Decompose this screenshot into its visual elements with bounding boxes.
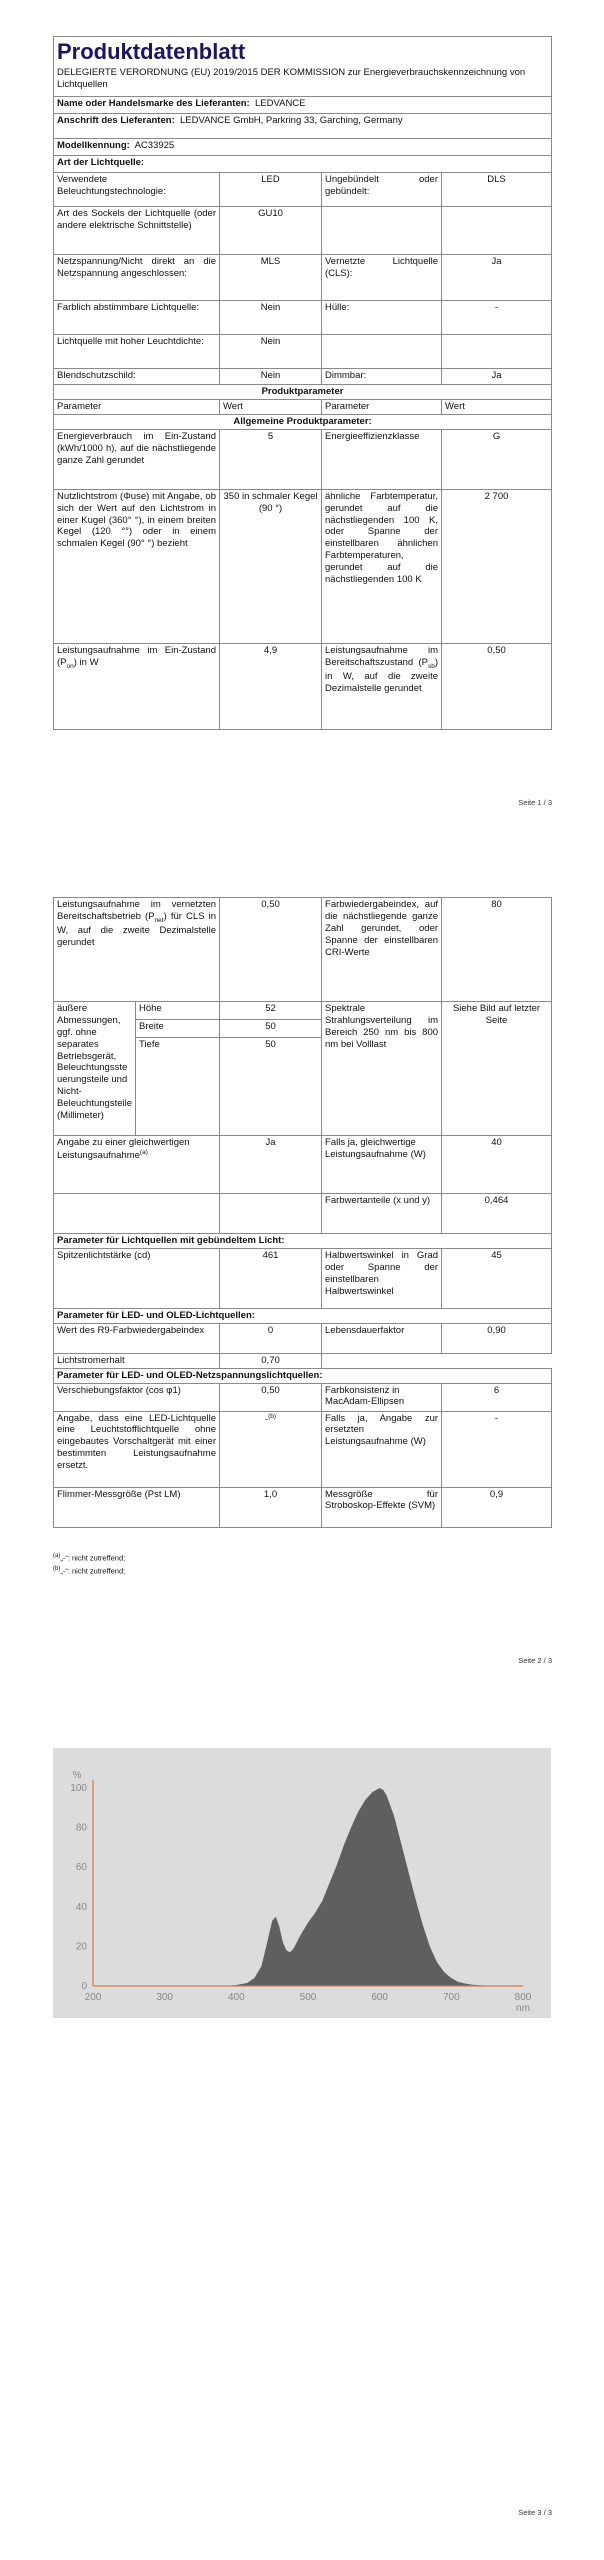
param-value: Nein (220, 301, 322, 335)
dim-height-label: Höhe (136, 1002, 220, 1020)
table-row (54, 255, 552, 301)
param-label: Nutzlichtstrom (Φuse) mit Angabe, ob sich der Wert auf den Lichtstrom in einer Kugel (360° °), in einem breiten Kegel (120 °°) oder in einem schmalen Kegel (90° °) bezieht (54, 489, 220, 643)
y-tick-label: 80 (75, 1822, 87, 1834)
param-label: Leistungsaufnahme im Bereitschaftszustand $(P_{sb})$ in W, auf die zweite Dezimalstelle gerundet (322, 643, 442, 729)
x-tick-label: 800 (514, 1992, 532, 2003)
param-value: GU10 (220, 207, 322, 255)
y-tick-label: 20 (75, 1941, 87, 1953)
datasheet-table-page1 (53, 36, 552, 730)
table-row (54, 173, 552, 207)
column-header: Wert (442, 400, 552, 415)
param-value: - (442, 301, 552, 335)
param-label: Wert des R9-Farbwiedergabeindex (54, 1323, 220, 1353)
y-tick-label: 40 (75, 1901, 87, 1913)
column-header: Parameter (322, 400, 442, 415)
spectrum-area (222, 1788, 509, 1986)
page-2 (0, 850, 604, 1700)
param-value: MLS (220, 255, 322, 301)
param-label: Verwendete Beleuchtungstechnologie: (54, 173, 220, 207)
supplier-name-label: Name oder Handelsmarke des Lieferanten: (57, 98, 250, 110)
param-value: 1,0 (220, 1487, 322, 1527)
table-row (54, 335, 552, 369)
table-row (54, 1002, 552, 1020)
product-params-heading: Produktparameter (54, 385, 552, 400)
x-tick-label: 300 (156, 1992, 174, 2003)
param-label: Hülle: (322, 301, 442, 335)
param-label: Ungebündelt oder gebündelt: (322, 173, 442, 207)
param-value: 40 (442, 1136, 552, 1194)
param-label: Flimmer-Messgröße (Pst LM) (54, 1487, 220, 1527)
column-header: Wert (220, 400, 322, 415)
table-row (54, 1383, 552, 1411)
table-row (54, 429, 552, 489)
empty-cell (322, 1353, 552, 1368)
param-label: Farblich abstimmbare Lichtquelle: (54, 301, 220, 335)
led-heading: Parameter für LED- und OLED-Lichtquellen: (54, 1308, 552, 1323)
empty-cell (54, 1194, 220, 1234)
param-label: Dimmbar: (322, 369, 442, 385)
param-value: Ja (220, 1136, 322, 1194)
param-label: Art des Sockels der Lichtquelle (oder andere elektrische Schnittstelle) (54, 207, 220, 255)
table-row (54, 1248, 552, 1308)
table-row (54, 1487, 552, 1527)
model-label: Modellkennung: (57, 140, 130, 152)
x-tick-label: 400 (227, 1992, 245, 2003)
param-value: 0,464 (442, 1194, 552, 1234)
param-label: ähnliche Farbtemperatur, gerundet auf die nächstliegenden 100 K, oder Spanne der einstellbaren ähnlichen Farbtemperaturen, gerundet auf die nächstliegenden 100 K (322, 489, 442, 643)
supplier-address-label: Anschrift des Lieferanten: (57, 115, 175, 127)
y-tick-label: 0 (81, 1981, 87, 1992)
param-label: Messgröße für Stroboskop-Effekte (SVM) (322, 1487, 442, 1527)
page-number: Seite 3 / 3 (518, 2508, 552, 2517)
x-tick-label: 200 (84, 1992, 102, 2003)
param-label: Lichtstromerhalt (54, 1353, 220, 1368)
param-label: Lichtquelle mit hoher Leuchtdichte: (54, 335, 220, 369)
param-value: 461 (220, 1248, 322, 1308)
param-value: Ja (442, 255, 552, 301)
model-row (54, 139, 552, 156)
table-row (54, 1323, 552, 1353)
empty-cell (322, 207, 442, 255)
dim-depth-label: Tiefe (136, 1038, 220, 1136)
param-label: Blendschutzschild: (54, 369, 220, 385)
param-value: 5 (220, 429, 322, 489)
spectrum-chart (53, 1748, 551, 2018)
empty-cell (442, 207, 552, 255)
table-row (54, 1353, 552, 1368)
table-row (54, 898, 552, 1002)
y-axis-label: % (72, 1770, 82, 1781)
param-value: 350 in schmaler Kegel (90 °) (220, 489, 322, 643)
mains-heading: Parameter für LED- und OLED-Netzspannungslichtquellen: (54, 1368, 552, 1383)
param-value: Nein (220, 335, 322, 369)
table-row (54, 1194, 552, 1234)
datasheet-table-page2 (53, 897, 552, 1528)
param-value: 0,50 (220, 1383, 322, 1411)
param-value: Siehe Bild auf letzter Seite (442, 1002, 552, 1136)
table-row (54, 1411, 552, 1487)
param-label: Farbkonsistenz in MacAdam-Ellipsen (322, 1383, 442, 1411)
param-value: 80 (442, 898, 552, 1002)
param-value: DLS (442, 173, 552, 207)
param-value: Ja (442, 369, 552, 385)
param-label: Falls ja, Angabe zur ersetzten Leistungsaufnahme (W) (322, 1411, 442, 1487)
param-value: 0,50 (442, 643, 552, 729)
param-value: 45 (442, 1248, 552, 1308)
param-value: 6 (442, 1383, 552, 1411)
param-value: G (442, 429, 552, 489)
dimensions-label: äußere Abmessungen, ggf. ohne separates Betriebsgerät, Beleuchtungssteuerungsteile und Nicht-Beleuchtungsteile (Millimeter) (54, 1002, 136, 1136)
table-row (54, 643, 552, 729)
param-value: 4,9 (220, 643, 322, 729)
param-value: 0,50 (220, 898, 322, 1002)
param-label: Netzspannung/Nicht direkt an die Netzspannung angeschlossen: (54, 255, 220, 301)
page-1 (0, 0, 604, 850)
param-value: 0,70 (220, 1353, 322, 1368)
dim-width-label: Breite (136, 1020, 220, 1038)
supplier-address-value: LEDVANCE GmbH, Parkring 33, Garching, Germany (180, 115, 403, 127)
empty-cell (220, 1194, 322, 1234)
param-label: Farbwertanteile (x und y) (322, 1194, 442, 1234)
param-value: 0 (220, 1323, 322, 1353)
empty-cell (322, 335, 442, 369)
y-tick-label: 100 (70, 1783, 87, 1794)
supplier-name-row (54, 97, 552, 114)
table-row (54, 489, 552, 643)
param-value: Nein (220, 369, 322, 385)
page-3 (0, 1700, 604, 2560)
param-label: Leistungsaufnahme im Ein-Zustand $(P_{on})$ in W (54, 643, 220, 729)
x-tick-label: 500 (299, 1992, 317, 2003)
footnote-a: $^{(a)}$„-“: nicht zutreffend; (53, 1553, 126, 1563)
param-label: Lebensdauerfaktor (322, 1323, 442, 1353)
light-source-type-heading: Art der Lichtquelle: (54, 156, 552, 173)
param-label: Leistungsaufnahme im vernetzten Bereitschaftsbetrieb $(P_{net})$ für CLS in W, auf die zweite Dezimalstelle gerundet (54, 898, 220, 1002)
spectrum-chart-svg (53, 1748, 551, 2018)
column-header: Parameter (54, 400, 220, 415)
y-tick-label: 60 (75, 1862, 87, 1874)
param-label: Spitzenlichtstärke (cd) (54, 1248, 220, 1308)
param-label: Energieeffizienzklasse (322, 429, 442, 489)
param-label: Halbwertswinkel in Grad oder Spanne der einstellbaren Halbwertswinkel (322, 1248, 442, 1308)
param-label: Angabe, dass eine LED-Lichtquelle eine Leuchtstofflichtquelle ohne eingebautes Vorschaltgerät mit einer bestimmten Leistungsaufnahme ersetzt. (54, 1411, 220, 1487)
dim-depth-value: 50 (220, 1038, 322, 1136)
param-label: Vernetzte Lichtquelle (CLS): (322, 255, 442, 301)
column-header-row (54, 400, 552, 415)
page-number: Seite 2 / 3 (518, 1656, 552, 1665)
param-value: LED (220, 173, 322, 207)
x-tick-label: 700 (442, 1992, 460, 2003)
table-row (54, 301, 552, 335)
param-label: Falls ja, gleichwertige Leistungsaufnahme (W) (322, 1136, 442, 1194)
param-label: Verschiebungsfaktor (cos φ1) (54, 1383, 220, 1411)
param-value: 0,9 (442, 1487, 552, 1527)
param-label: Farbwiedergabeindex, auf die nächstliegende ganze Zahl gerundet, oder Spanne der einstellbaren CRI-Werte (322, 898, 442, 1002)
param-label: Energieverbrauch im Ein-Zustand (kWh/1000 h), auf die nächstliegende ganze Zahl gerundet (54, 429, 220, 489)
dim-height-value: 52 (220, 1002, 322, 1020)
page-number: Seite 1 / 3 (518, 798, 552, 807)
param-label: Spektrale Strahlungsverteilung im Bereich 250 nm bis 800 nm bei Volllast (322, 1002, 442, 1136)
param-value: 0,90 (442, 1323, 552, 1353)
table-row (54, 369, 552, 385)
supplier-address-row (54, 114, 552, 139)
table-row (54, 1136, 552, 1194)
regulation-text: DELEGIERTE VERORDNUNG (EU) 2019/2015 DER KOMMISSION zur Energieverbrauchskennzeichnung von Lichtquellen (54, 66, 552, 97)
empty-cell (442, 335, 552, 369)
supplier-name-value: LEDVANCE (255, 98, 306, 110)
dim-width-value: 50 (220, 1020, 322, 1038)
page-title: Produktdatenblatt (54, 37, 552, 67)
footnote-b: $^{(b)}$„-“: nicht zutreffend; (53, 1566, 126, 1576)
param-value: -$^{(b)}$ (220, 1411, 322, 1487)
param-value: - (442, 1411, 552, 1487)
table-row (54, 207, 552, 255)
x-axis-label: nm (516, 2003, 530, 2014)
model-value: AC33925 (134, 140, 175, 152)
param-value: 2 700 (442, 489, 552, 643)
x-tick-label: 600 (371, 1992, 389, 2003)
directional-heading: Parameter für Lichtquellen mit gebündeltem Licht: (54, 1234, 552, 1249)
general-params-heading: Allgemeine Produktparameter: (54, 414, 552, 429)
param-label: Angabe zu einer gleichwertigen Leistungsaufnahme$^{(a)}$ (54, 1136, 220, 1194)
